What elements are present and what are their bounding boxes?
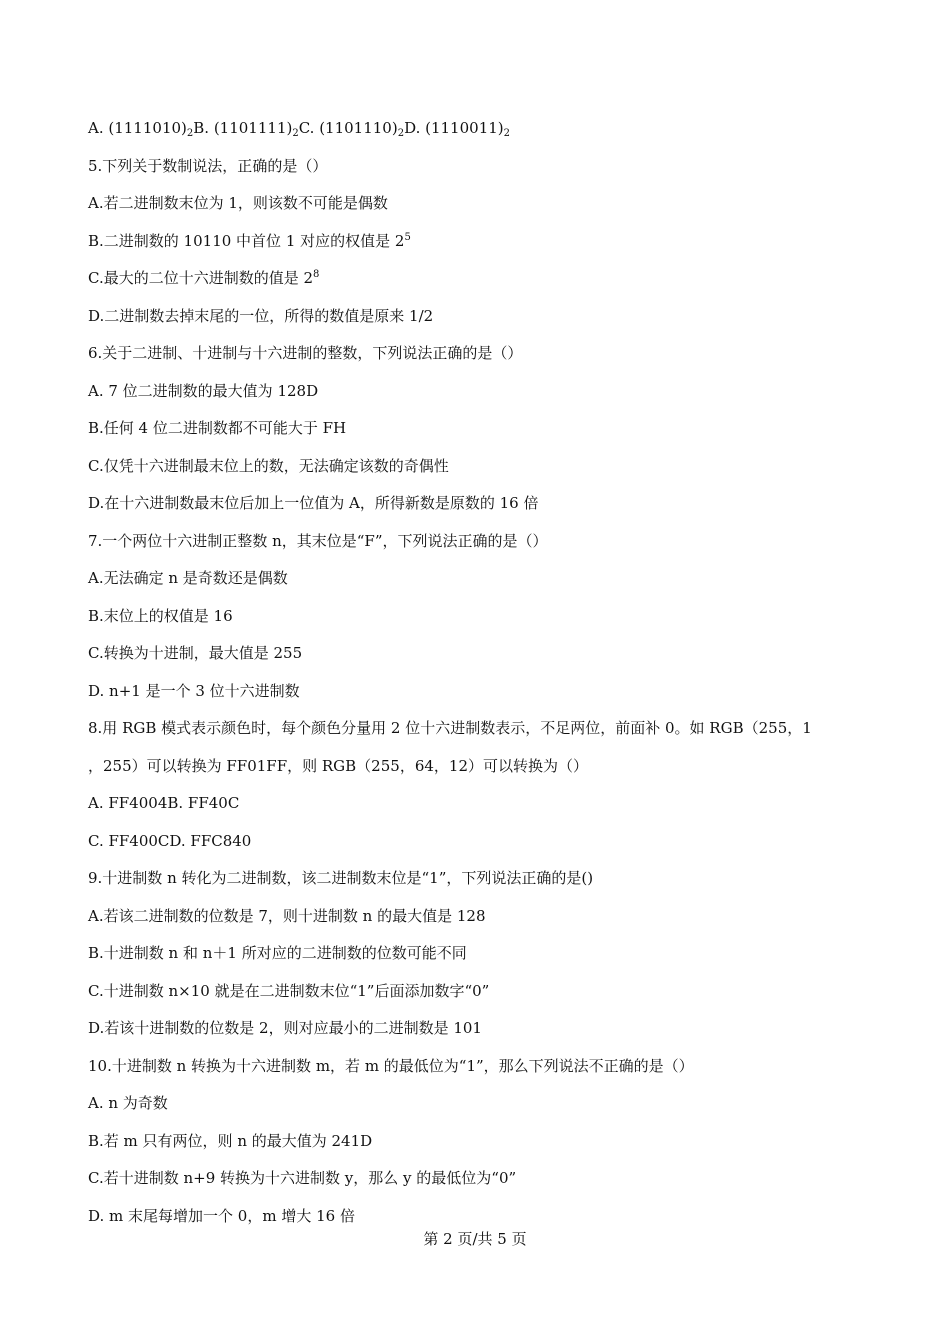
q5-option-a: A.若二进制数末位为 1，则该数不可能是偶数 <box>88 194 388 212</box>
q8-stem-line-1: 8.用 RGB 模式表示颜色时，每个颜色分量用 2 位十六进制数表示，不足两位，前面补 0。如 RGB（255，1 <box>88 719 812 737</box>
q6-option-b: B.任何 4 位二进制数都不可能大于 FH <box>88 419 347 437</box>
q6-option-c: C.仅凭十六进制最末位上的数，无法确定该数的奇偶性 <box>88 456 449 475</box>
q7-stem: 7.一个两位十六进制正整数 n，其末位是“F”，下列说法正确的是（） <box>88 531 548 550</box>
q6-option-a: A. 7 位二进制数的最大值为 128D <box>88 381 319 400</box>
q7-option-b: B.末位上的权值是 16 <box>88 606 233 625</box>
q5-option-b: B.二进制数的 10110 中首位 1 对应的权值是 $2^5$ <box>88 231 411 250</box>
q9-option-b: B.十进制数 n 和 n＋1 所对应的二进制数的位数可能不同 <box>88 944 467 962</box>
q9-option-c: C.十进制数 n×10 就是在二进制数末位“1”后面添加数字“0” <box>88 981 490 1000</box>
q9-stem: 9.十进制数 n 转化为二进制数，该二进制数末位是“1”，下列说法正确的是() <box>88 869 594 887</box>
q8-stem-line-2: ，255）可以转换为 FF01FF，则 RGB（255，64，12）可以转换为（） <box>88 756 588 775</box>
q4-option-c: C. (1101110) <box>298 119 398 137</box>
q4-options: A. $(1111010)_2B$. $(1101111)_2C$. $(1101110)_2D$. $(1110011)_2$ <box>88 119 511 139</box>
q10-option-b: B.若 m 只有两位，则 n 的最大值为 241D <box>88 1131 373 1150</box>
q7-option-c: C.转换为十进制，最大值是 255 <box>88 644 303 662</box>
q7-option-d: D. n+1 是一个 3 位十六进制数 <box>88 681 300 700</box>
document-page <box>88 114 868 1239</box>
q6-option-d: D.在十六进制数最末位后加上一位值为 A，所得新数是原数的 16 倍 <box>88 494 539 512</box>
q10-option-d: D. m 末尾每增加一个 0，m 增大 16 倍 <box>88 1206 355 1225</box>
q4-option-b: B. (1101111) <box>193 119 293 137</box>
q4-option-a: A. (1111010) <box>88 119 187 137</box>
q4-option-d: D. (1110011) <box>404 119 504 137</box>
page-footer: 第 2 页/共 5 页 <box>423 1230 527 1248</box>
q7-option-a: A.无法确定 n 是奇数还是偶数 <box>88 569 288 587</box>
q10-option-c: C.若十进制数 n+9 转换为十六进制数 y，那么 y 的最低位为“0” <box>88 1169 517 1187</box>
q10-option-a: A. n 为奇数 <box>88 1094 168 1112</box>
q5-option-d: D.二进制数去掉末尾的一位，所得的数值是原来 1/2 <box>88 306 434 325</box>
q10-stem: 10.十进制数 n 转换为十六进制数 m，若 m 的最低位为“1”，那么下列说法不正确的是（） <box>88 1056 694 1075</box>
q9-option-d: D.若该十进制数的位数是 2，则对应最小的二进制数是 101 <box>88 1019 482 1037</box>
q6-stem: 6.关于二进制、十进制与十六进制的整数，下列说法正确的是（） <box>88 344 523 362</box>
q8-options-cd: C. FF400CD. FFC840 <box>88 831 252 850</box>
q5-option-c: C.最大的二位十六进制数的值是 $2^8$ <box>88 269 320 287</box>
q9-option-a: A.若该二进制数的位数是 7，则十进制数 n 的最大值是 128 <box>88 906 486 925</box>
q5-stem: 5.下列关于数制说法，正确的是（） <box>88 156 328 175</box>
q8-options-ab: A. FF4004B. FF40C <box>88 794 240 812</box>
